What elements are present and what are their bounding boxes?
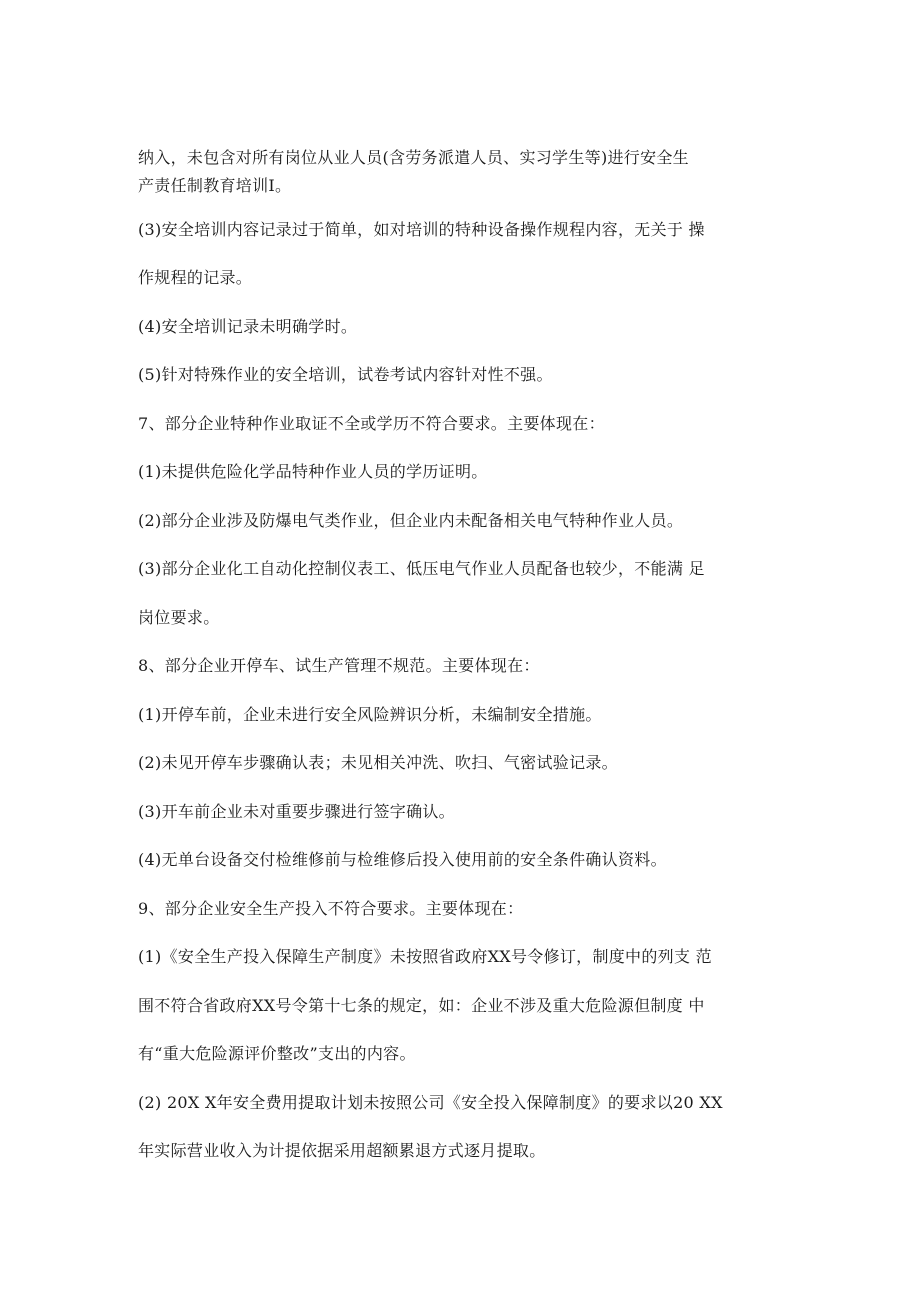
text-line: 年实际营业收入为计提依据采用超额累退方式逐月提取。 xyxy=(138,1141,546,1160)
text-line: 围不符合省政府XX号令第十七条的规定，如：企业不涉及重大危险源但制度 中 xyxy=(138,996,705,1015)
text-line: (5)针对特殊作业的安全培训，试卷考试内容针对性不强。 xyxy=(138,365,553,384)
text-line: (1)《安全生产投入保障生产制度》未按照省政府XX号令修订，制度中的列支 范 xyxy=(138,947,712,966)
text-line: 岗位要求。 xyxy=(138,608,220,627)
text-line: (3)部分企业化工自动化控制仪表工、低压电气作业人员配备也较少，不能满 足 xyxy=(138,559,705,578)
text-line: (4)安全培训记录未明确学时。 xyxy=(138,317,358,336)
section-heading: 9、部分企业安全生产投入不符合要求。主要体现在： xyxy=(138,899,524,918)
text-line: 纳入，未包含对所有岗位从业人员(含劳务派遣人员、实习学生等)进行安全生 xyxy=(138,148,689,167)
text-line: (4)无单台设备交付检维修前与检维修后投入使用前的安全条件确认资料。 xyxy=(138,850,667,869)
text-line: (2)部分企业涉及防爆电气类作业，但企业内未配备相关电气特种作业人员。 xyxy=(138,511,684,530)
text-line: (1)开停车前，企业未进行安全风险辨识分析，未编制安全措施。 xyxy=(138,705,602,724)
text-line: (3)安全培训内容记录过于简单，如对培训的特种设备操作规程内容，无关于 操 xyxy=(138,220,705,239)
text-line: (1)未提供危险化学品特种作业人员的学历证明。 xyxy=(138,462,488,481)
text-line: (3)开车前企业未对重要步骤进行签字确认。 xyxy=(138,802,455,821)
text-line: (2)未见开停车步骤确认表；未见相关冲洗、吹扫、气密试验记录。 xyxy=(138,753,618,772)
text-line: 作规程的记录。 xyxy=(138,268,253,287)
text-line: 产责任制教育培训I。 xyxy=(138,176,292,195)
text-line: 有“重大危险源评价整改”支出的内容。 xyxy=(138,1044,416,1063)
section-heading: 8、部分企业开停车、试生产管理不规范。主要体现在： xyxy=(138,656,540,675)
text-line: (2) 20X X年安全费用提取计划未按照公司《安全投入保障制度》的要求以20 XX xyxy=(138,1093,723,1112)
section-heading: 7、部分企业特种作业取证不全或学历不符合要求。主要体现在： xyxy=(138,414,605,433)
